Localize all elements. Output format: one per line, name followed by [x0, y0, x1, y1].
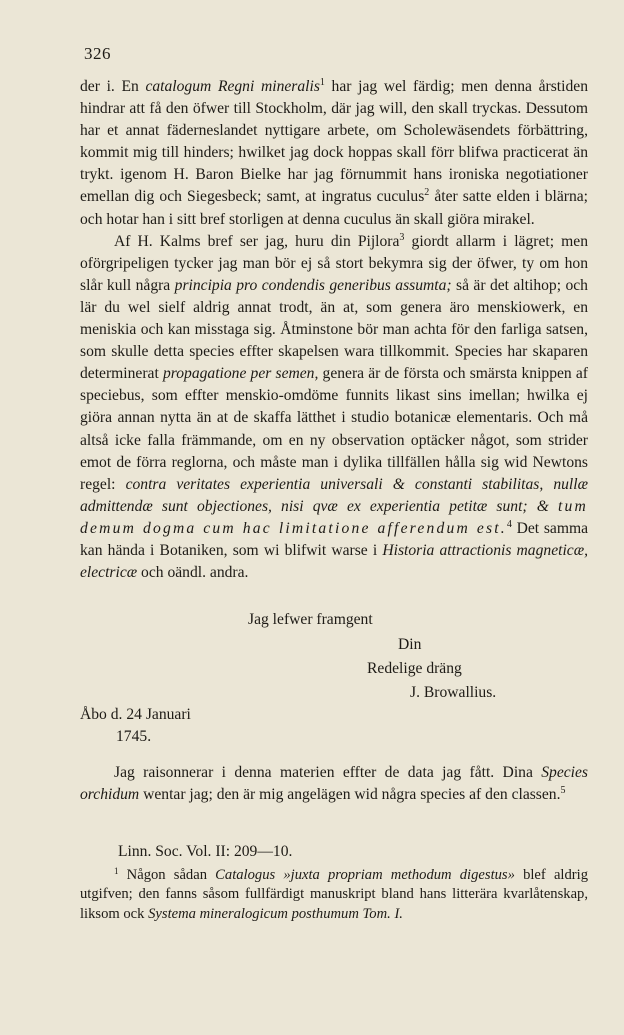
- italic-run: catalogum Regni mineralis: [145, 78, 320, 95]
- footnote-1: [80, 866, 588, 924]
- italic-run: principia pro condendis generibus assumta;: [174, 276, 452, 294]
- closing-line-3: Redelige dräng: [367, 660, 462, 677]
- footnote-ref: 2: [424, 187, 430, 199]
- text-run: Jag raisonnerar i denna materien effter de data jag fått. Dina: [114, 764, 542, 781]
- source-reference: Linn. Soc. Vol. II: 209—10.: [118, 843, 293, 860]
- italic-run: Species orchidum: [80, 764, 588, 804]
- letter-body: [80, 76, 588, 584]
- letter-paragraph-2: [80, 231, 588, 585]
- text-run: och oändl. andra.: [137, 564, 249, 582]
- footnote-ref: 3: [399, 231, 405, 243]
- reply-paragraph: [80, 762, 588, 807]
- text-run: Af H. Kalms bref ser jag, huru din Pijlora: [114, 232, 400, 250]
- footnote-number: 1: [114, 866, 119, 876]
- text-run: Någon sådan: [118, 867, 216, 883]
- text-run: giordt allarm i lägret; men oförgripeligen tycker jag man bör ej så stort bekymra sig der öfwer, ty om hon slår kull några: [80, 232, 588, 294]
- italic-run: Systema mineralogicum posthumum Tom. I.: [148, 905, 403, 922]
- italic-run: contra veritates experientia universali & constanti stabilitas, nullæ admittendæ sunt objectiones, nisi qvæ ex experientia petitæ sunt; &: [80, 475, 588, 515]
- text-run: har jag wel färdig; men denna årstiden hindrar att få den öfwer till Stockholm, där jag will, den skall tryckas. Dessutom har et annat fäderneslandet nyttigare arbete, om Scholewäsendets förbättring, kommit mig till hinders; hwilket jag dock hoppas skall förr blifwa practicerat än trykt. igenom H. Baron Bielke har jag förnummit hans ironiska negotiationer emellan dig och Siegesbeck; samt, at ingratus cuculus: [80, 78, 588, 206]
- text-run: blef aldrig utgifven; den fanns såsom fullfärdigt manuskript bland hans litterära kvarlåtenskap, liksom ock: [80, 867, 588, 922]
- dateline-year: 1745.: [116, 728, 152, 745]
- text-run: genera är de första och smärsta knippen af speciebus, som effter menskio-omdöme funnits likast sins imellan; hwilka ej giöra annan nytta än at de skaffa lätthet i studio botanicæ elementaris. Och må altså icke falla främmande, om en ny observation optäcker något, som strider emot de förra reglorna, och måste man i dylika tillfällen hålla sig wid Newtons regel:: [80, 365, 588, 493]
- text-run: wentar jag; den är mig angelägen wid några species af den classen.: [139, 786, 561, 804]
- italic-run: Catalogus »juxta propriam methodum digestus»: [215, 867, 515, 883]
- footnote-ref: 5: [560, 785, 566, 797]
- dateline: [80, 704, 191, 748]
- dateline-place-date: Åbo d. 24 Januari: [80, 706, 191, 723]
- text-run: Det samma kan hända i Botaniken, som wi blifwit warse i: [80, 519, 588, 559]
- page-number: 326: [84, 44, 111, 63]
- closing-line-2: Din: [398, 636, 422, 653]
- closing-line-1: Jag lefwer framgent: [248, 611, 373, 628]
- signature: J. Browallius.: [410, 684, 497, 701]
- footnote-ref: 1: [319, 77, 325, 88]
- italic-run: propagatione per semen,: [162, 365, 319, 383]
- italic-run: Historia attractionis magneticæ, electricæ: [80, 541, 589, 582]
- footnote-ref: 4: [506, 518, 512, 530]
- text-run: åter satte elden i blärna; och hotar han i sitt bref storligen at denna cuculus än skall giöra mirakel.: [80, 188, 588, 228]
- spaced-italic-run: tum demum dogma cum hac limitatione afferendum est.: [80, 497, 588, 537]
- text-run: der i. En: [80, 78, 146, 95]
- letter-paragraph-1: [80, 76, 588, 231]
- text-run: så är det altihop; och lär du wel sielf aldrig annat trodt, än at, som genera äro menskiowerk, en meniskia och kan misstaga sig. Åtminstone bör man achta för den farliga satsen, som skulle detta species effter skapelsen wara tillkommit. Species har skaparen determinerat: [80, 276, 588, 383]
